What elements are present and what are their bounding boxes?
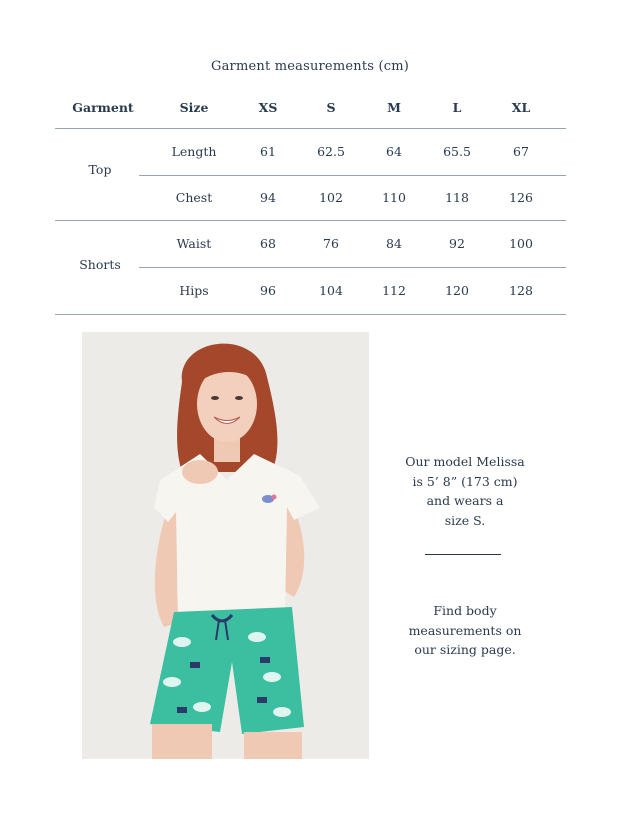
sizing-note-line: measurements on xyxy=(408,622,522,638)
bottom-rule xyxy=(55,314,566,315)
value-hips-m: 112 xyxy=(382,283,406,298)
sizing-note-line: Find body xyxy=(433,603,497,618)
value-chest-m: 110 xyxy=(382,190,406,205)
col-header-xl: XL xyxy=(511,100,531,115)
sizing-note xyxy=(385,601,545,660)
model-photo xyxy=(82,332,369,759)
garment-label-shorts: Shorts xyxy=(79,257,121,272)
value-hips-xs: 96 xyxy=(260,283,276,298)
note-divider xyxy=(425,554,501,555)
model-note-line: size S. xyxy=(444,512,486,528)
row-label-waist: Waist xyxy=(176,236,212,251)
model-illustration xyxy=(82,332,369,759)
value-length-l: 65.5 xyxy=(443,144,471,159)
value-length-s: 62.5 xyxy=(317,144,345,159)
value-waist-l: 92 xyxy=(449,236,465,251)
row-rule xyxy=(139,175,566,176)
value-chest-xl: 126 xyxy=(509,190,533,205)
group-rule xyxy=(55,220,566,221)
garment-label-top: Top xyxy=(88,162,112,177)
row-rule xyxy=(139,267,566,268)
col-header-s: S xyxy=(326,100,336,115)
sizing-note-line: our sizing page. xyxy=(414,642,516,657)
col-header-l: L xyxy=(452,100,462,115)
value-waist-s: 76 xyxy=(323,236,339,251)
value-hips-s: 104 xyxy=(319,283,343,298)
value-waist-xs: 68 xyxy=(260,236,276,251)
value-length-m: 64 xyxy=(386,144,402,159)
row-label-hips: Hips xyxy=(179,283,209,298)
model-note-line: is 5’ 8” (173 cm) xyxy=(412,473,518,489)
value-chest-xs: 94 xyxy=(260,190,276,205)
col-header-xs: XS xyxy=(258,100,278,115)
col-header-size: Size xyxy=(179,100,209,115)
col-header-garment: Garment xyxy=(72,100,134,115)
value-length-xl: 67 xyxy=(513,144,529,159)
col-header-m: M xyxy=(387,100,401,115)
model-note xyxy=(385,452,545,530)
value-hips-xl: 128 xyxy=(509,283,533,298)
value-length-xs: 61 xyxy=(260,144,276,159)
value-chest-l: 118 xyxy=(445,190,469,205)
row-label-length: Length xyxy=(171,144,217,159)
value-waist-m: 84 xyxy=(386,236,402,251)
row-label-chest: Chest xyxy=(175,190,213,205)
value-chest-s: 102 xyxy=(319,190,343,205)
model-note-line: Our model Melissa xyxy=(405,454,525,469)
value-hips-l: 120 xyxy=(445,283,469,298)
header-rule xyxy=(55,128,566,129)
value-waist-xl: 100 xyxy=(509,236,533,251)
model-note-line: and wears a xyxy=(426,493,504,508)
table-title: Garment measurements (cm) xyxy=(211,59,409,74)
